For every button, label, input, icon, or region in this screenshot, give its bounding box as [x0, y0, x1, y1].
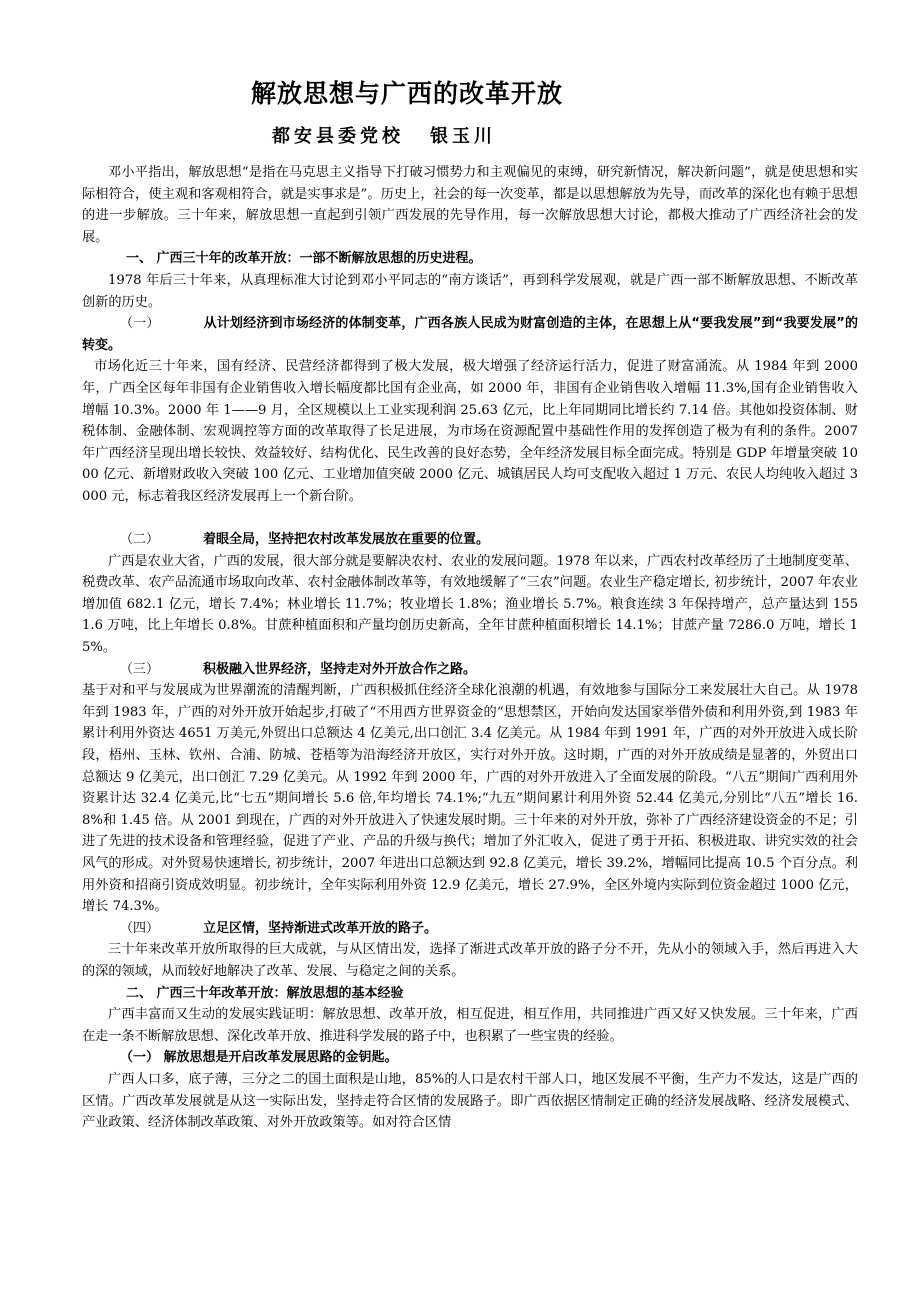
- heading-part-1: 一、 广西三十年的改革开放：一部不断解放思想的历史进程。: [126, 251, 482, 267]
- byline-name: 银玉川: [430, 126, 496, 147]
- byline-org: 都安县委党校: [272, 126, 404, 147]
- document-body: [82, 162, 858, 1134]
- subheading-1-number: （一）: [120, 316, 160, 332]
- paragraph-part-2: 广西丰富而又生动的发展实践证明：解放思想、改革开放，相互促进，相互作用，共同推进广西又好又快发展。三十年来，广西在走一条不断解放思想、深化改革开放、推进科学发展的路子中，也积累了一些宝贵的经验。: [82, 1007, 858, 1044]
- paragraph-part-2-1: 广西人口多，底子薄，三分之二的国土面积是山地，85%的人口是农村干部人口，地区发展不平衡，生产力不发达，这是广西的区情。广西改革发展就是从这一实际出发，坚持走符合区情的发展路子。即广西依据区情制定正确的经济发展战略、经济发展模式、产业政策、经济体制改革政策、对外开放政策等。如对符合区情: [82, 1071, 858, 1131]
- subheading-2-number: （二）: [120, 532, 160, 548]
- subheading-part-2-1: （一） 解放思想是开启改革发展思路的金钥匙。: [120, 1050, 398, 1066]
- blank-line: [82, 508, 858, 530]
- page-title: [0, 78, 920, 110]
- heading-part-2: 二、 广西三十年改革开放：解放思想的基本经验: [126, 985, 404, 1001]
- paragraph-intro: 邓小平指出，解放思想“是指在马克思主义指导下打破习惯势力和主观偏见的束缚，研究新情况，解决新问题”，就是使思想和实际相符合，使主观和客观相符合，就是实事求是”。历史上，社会的每一次变革，都是以思想解放为先导，而改革的深化也有赖于思想的进一步解放。三十年来，解放思想一直起到引领广西发展的先导作用，每一次解放思想大讨论，都极大推动了广西经济社会的发展。: [82, 165, 858, 245]
- paragraph-part-1: 1978 年后三十年来，从真理标准大讨论到邓小平同志的“南方谈话”，再到科学发展观，就是广西一部不断解放思想、不断改革创新的历史。: [82, 272, 858, 310]
- paragraph-section-4: 三十年来改革开放所取得的巨大成就，与从区情出发，选择了渐进式改革开放的路子分不开，先从小的领域入手，然后再进入大的深的领域，从而较好地解决了改革、发展、与稳定之间的关系。: [82, 942, 858, 979]
- subheading-2: [82, 529, 858, 551]
- subheading-4: [82, 918, 858, 940]
- paragraph-section-3: 基于对和平与发展成为世界潮流的清醒判断，广西积极抓住经济全球化浪潮的机遇，有效地参与国际分工来发展壮大自己。从 1978 年到 1983 年，广西的对外开放开始起步,打破了“不用西方世界资金的“思想禁区，开始向发达国家举借外债和利用外资,到 1983 年累计利用外资达 4651 万美元,外贸出口总额达 4 亿美元,出口创汇 3.4 亿美元。从 1984 年到 1991 年，广西的对外开放进入成长阶段，梧州、玉林、钦州、合浦、防城、苍梧等为沿海经济开放区，实行对外开放。这时期，广西的对外开放成绩是显著的，外贸出口总额达 9 亿美元，出口创汇 7.29 亿美元。从 1992 年到 2000 年，广西的对外开放进入了全面发展的阶段。“八五”期间广西利用外资累计达 32.4 亿美元,比“七五”期间增长 5.6 倍,年均增长 74.1%;“九五”期间累计利用外资 52.44 亿美元,分别比“八五”增长 16.8%和 1.45 倍。从 2001 到现在，广西的对外开放进入了快速发展时期。三十年来的对外开放，弥补了广西经济建设资金的不足；引进了先进的技术设备和管理经验，促进了产业、产品的升级与换代；增加了外汇收入，促进了勇于开拓、积极进取、讲究实效的社会风气的形成。对外贸易快速增长, 初步统计，2007 年进出口总额达到 92.8 亿美元，增长 39.2%，增幅同比提高 10.5 个百分点。利用外资和招商引资成效明显。初步统计，全年实际利用外资 12.9 亿美元，增长 27.9%，全区外境内实际到位资金超过 1000 亿元，增长 74.3%。: [82, 683, 858, 915]
- subheading-4-title: 立足区情，坚持渐进式改革开放的路子。: [203, 920, 438, 936]
- subheading-1-title: 从计划经济到市场经济的体制变革，广西各族人民成为财富创造的主体，在思想上从“要我发展”到“我要发展”的转变。: [82, 316, 858, 353]
- paragraph-section-2: 广西是农业大省，广西的发展，很大部分就是要解决农村、农业的发展问题。1978 年以来，广西农村改革经历了土地制度变革、税费改革、农产品流通市场取向改革、农村金融体制改革等，有效地缓解了“三农”问题。农业生产稳定增长, 初步统计，2007 年农业增加值 682.1 亿元，增长 7.4%；林业增长 11.7%；牧业增长 1.8%；渔业增长 5.7%。粮食连续 3 年保持增产，总产量达到 1551.6 万吨，比上年增长 0.8%。甘蔗种植面积和产量均创历史新高，全年甘蔗种植面积增长 14.1%；甘蔗产量 7286.0 万吨，增长 15%。: [82, 553, 858, 656]
- subheading-1: [82, 313, 858, 356]
- subheading-2-title: 着眼全局，坚持把农村改革发展放在重要的位置。: [203, 532, 490, 548]
- subheading-3-number: （三）: [120, 661, 160, 677]
- subheading-3: [82, 659, 858, 681]
- page-title-text: 解放思想与广西的改革开放: [250, 79, 563, 108]
- subheading-4-number: （四）: [120, 920, 160, 936]
- byline: [272, 124, 496, 150]
- paragraph-section-1: 市场化近三十年来，国有经济、民营经济都得到了极大发展，极大增强了经济运行活力，促进了财富涌流。从 1984 年到 2000 年，广西全区每年非国有企业销售收入增长幅度都比国有企业高，如 2000 年，非国有企业销售收入增幅 11.3%,国有企业销售收入增幅 10.3%。2000 年 1——9 月，全区规模以上工业实现利润 25.63 亿元，比上年同期同比增长约 7.14 倍。其他如投资体制、财税体制、金融体制、宏观调控等方面的改革取得了长足进展，为市场在资源配置中基础性作用的发挥创造了极为有利的条件。2007 年广西经济呈现出增长较快、效益较好、结构优化、民生改善的良好态势，全年经济发展目标全面完成。特别是 GDP 年增量突破 1000 亿元、新增财政收入突破 100 亿元、工业增加值突破 2000 亿元、城镇居民人均可支配收入超过 1 万元、农民人均纯收入超过 3000 元，标志着我区经济发展再上一个新台阶。: [82, 359, 858, 504]
- subheading-3-title: 积极融入世界经济，坚持走对外开放合作之路。: [203, 661, 477, 677]
